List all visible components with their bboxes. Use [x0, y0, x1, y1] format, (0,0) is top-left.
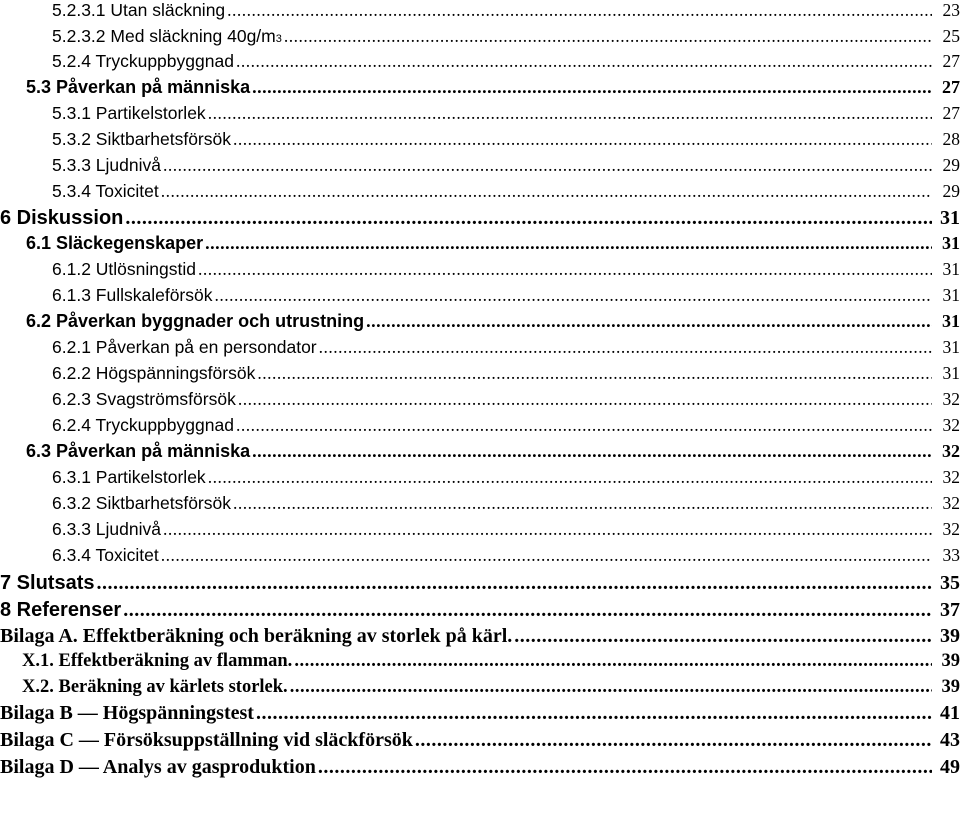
toc-entry[interactable]: 5.2.3.2 Med släckning 40g/m 3 ..... 25 [0, 26, 960, 52]
toc-entry[interactable] [0, 181, 960, 207]
toc-entry-page-number: 49 [940, 756, 960, 778]
toc-entry[interactable] [0, 337, 960, 363]
toc-entry[interactable] [0, 467, 960, 493]
toc-entry[interactable] [0, 702, 960, 728]
dot-leader [161, 181, 932, 202]
dot-leader [415, 729, 932, 752]
toc-entry-page-number: 31 [942, 285, 960, 305]
dot-leader [233, 129, 932, 150]
dot-leader [161, 545, 932, 566]
toc-entry[interactable] [0, 0, 960, 26]
toc-entry-label[interactable]: 6.2.4 Tryckuppbyggnad [52, 415, 234, 435]
dot-leader [163, 519, 932, 540]
toc-entry[interactable] [0, 155, 960, 181]
dot-leader [319, 337, 932, 358]
toc-entry-page-number: 31 [942, 259, 960, 279]
toc-entry-page-number: 25 [942, 26, 960, 46]
toc-entry-label[interactable]: 5.2.4 Tryckuppbyggnad [52, 51, 234, 71]
toc-entry[interactable] [0, 545, 960, 571]
toc-entry-page-number: 33 [942, 545, 960, 565]
toc-entry-page-number: 32 [942, 389, 960, 409]
toc-entry-page-number: 43 [940, 729, 960, 751]
toc-entry[interactable] [0, 572, 960, 598]
toc-entry-page-number: 32 [942, 441, 960, 461]
toc-entry[interactable] [0, 651, 960, 677]
dot-leader [284, 26, 932, 47]
toc-entry-page-number: 32 [942, 493, 960, 513]
dot-leader [198, 259, 932, 280]
toc-entry[interactable] [0, 259, 960, 285]
toc-entry[interactable] [0, 233, 960, 259]
dot-leader [123, 599, 932, 622]
toc-entry-label[interactable]: 8 Referenser [0, 599, 122, 621]
toc-entry[interactable] [0, 363, 960, 389]
toc-entry-label[interactable]: 6.2.3 Svagströmsförsök [52, 389, 236, 409]
dot-leader [215, 285, 933, 306]
toc-entry-page-number: 32 [942, 519, 960, 539]
dot-leader [205, 233, 932, 254]
dot-leader [208, 103, 932, 124]
dot-leader [256, 702, 932, 725]
toc-entry-label[interactable]: 6.3.2 Siktbarhetsförsök [52, 493, 231, 513]
toc-entry-label[interactable]: 6.2.1 Påverkan på en persondator [52, 337, 317, 357]
toc-entry[interactable] [0, 77, 960, 103]
toc-entry-label[interactable]: 7 Slutsats [0, 572, 95, 594]
dot-leader [227, 0, 932, 21]
dot-leader [514, 625, 932, 648]
dot-leader [252, 441, 932, 462]
toc-entry-page-number: 29 [942, 155, 960, 175]
toc-entry[interactable] [0, 677, 960, 703]
dot-leader [236, 415, 932, 436]
toc-entry[interactable] [0, 625, 960, 651]
toc-entry-page-number: 39 [941, 651, 960, 671]
toc-entry[interactable] [0, 441, 960, 467]
toc-entry-page-number: 32 [942, 415, 960, 435]
toc-entry-label[interactable]: 5.3.1 Partikelstorlek [52, 103, 206, 123]
toc-entry-page-number: 35 [940, 572, 960, 594]
toc-entry[interactable] [0, 311, 960, 337]
dot-leader [163, 155, 932, 176]
toc-entry-label[interactable]: X.1. Effektberäkning av flamman. [22, 651, 293, 671]
toc-entry[interactable] [0, 415, 960, 441]
toc-entry-page-number: 32 [942, 467, 960, 487]
dot-leader [366, 311, 932, 332]
toc-entry-label[interactable]: 5.3 Påverkan på människa [26, 77, 251, 97]
toc-entry-label[interactable]: Bilaga C — Försöksuppställning vid släckförsök [0, 729, 413, 751]
toc-entry-page-number: 31 [940, 207, 960, 229]
toc-entry[interactable] [0, 519, 960, 545]
dot-leader [318, 756, 932, 779]
dot-leader [252, 77, 932, 98]
toc-entry-page-number: 31 [942, 363, 960, 383]
dot-leader [294, 651, 932, 672]
toc-entry-label[interactable]: 5.3.4 Toxicitet [52, 181, 159, 201]
toc-entry-label[interactable]: X.2. Beräkning av kärlets storlek. [22, 677, 288, 697]
dot-leader [125, 207, 932, 230]
toc-entry-label[interactable]: 5.3.3 Ljudnivå [52, 155, 161, 175]
toc-entry-page-number: 31 [942, 337, 960, 357]
toc-entry-label[interactable]: Bilaga D — Analys av gasproduktion [0, 756, 316, 778]
toc-entry-label[interactable]: Bilaga A. Effektberäkning och beräkning av storlek på kärl. [0, 625, 513, 647]
toc-entry-label[interactable]: 6.2 Påverkan byggnader och utrustning [26, 311, 365, 331]
dot-leader [290, 677, 932, 698]
toc-entry-label[interactable]: 5.3.2 Siktbarhetsförsök [52, 129, 231, 149]
toc-entry[interactable] [0, 207, 960, 233]
toc-entry-page-number: 31 [942, 311, 960, 331]
toc-entry-label[interactable]: 6.1.2 Utlösningstid [52, 259, 196, 279]
toc-entry[interactable] [0, 493, 960, 519]
toc-entry[interactable] [0, 103, 960, 129]
toc-entry-page-number: 41 [940, 702, 960, 724]
toc-entry[interactable] [0, 389, 960, 415]
toc-entry-page-number: 27 [942, 77, 960, 97]
dot-leader [257, 363, 932, 384]
toc-entry-page-number: 27 [942, 103, 960, 123]
toc-entry[interactable] [0, 285, 960, 311]
dot-leader [236, 51, 932, 72]
toc-entry-label[interactable]: 6 Diskussion [0, 207, 124, 229]
toc-entry-label[interactable]: 5.2.3.2 Med släckning 40g/m [52, 26, 276, 46]
dot-leader [208, 467, 932, 488]
toc-entry[interactable] [0, 599, 960, 625]
toc-entry-page-number: 29 [942, 181, 960, 201]
toc-entry-page-number: 23 [942, 0, 960, 20]
toc-entry[interactable] [0, 756, 960, 782]
toc-entry-page-number: 27 [942, 51, 960, 71]
toc-entry-label[interactable]: 5.2.3.1 Utan släckning [52, 0, 226, 20]
dot-leader [233, 493, 932, 514]
toc-entry-label[interactable]: 6.1.3 Fullskaleförsök [52, 285, 213, 305]
toc-entry-page-number: 39 [941, 677, 960, 697]
toc-entry-label[interactable]: 6.2.2 Högspänningsförsök [52, 363, 256, 383]
toc-entry[interactable] [0, 729, 960, 755]
toc-entry-label[interactable]: Bilaga B — Högspänningstest [0, 702, 254, 724]
toc-entry[interactable] [0, 129, 960, 155]
toc-entry-label[interactable]: 6.3 Påverkan på människa [26, 441, 251, 461]
dot-leader [96, 572, 932, 595]
toc-entry-page-number: 31 [942, 233, 960, 253]
toc-entry-label[interactable]: 6.3.1 Partikelstorlek [52, 467, 206, 487]
toc-entry-label[interactable]: 6.3.4 Toxicitet [52, 545, 159, 565]
toc-entry-page-number: 28 [942, 129, 960, 149]
toc-entry-label[interactable]: 6.1 Släckegenskaper [26, 233, 204, 253]
toc-entry-page-number: 37 [940, 599, 960, 621]
toc-entry-label[interactable]: 6.3.3 Ljudnivå [52, 519, 161, 539]
toc-entry[interactable] [0, 51, 960, 77]
toc-entry-page-number: 39 [940, 625, 960, 647]
dot-leader [238, 389, 932, 410]
